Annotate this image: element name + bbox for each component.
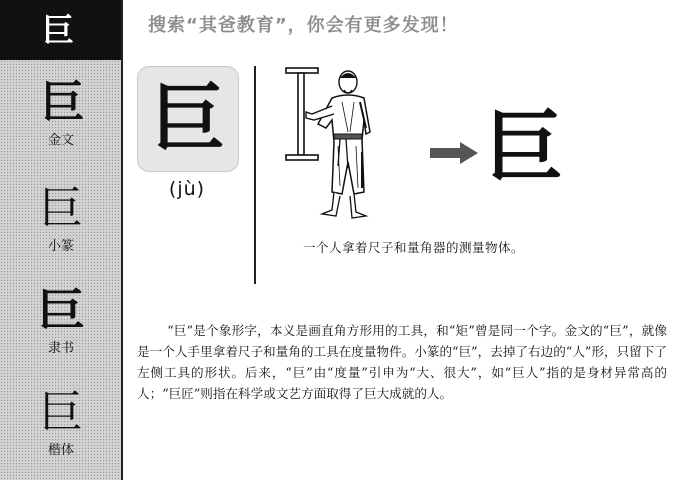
kaiti-label: 楷体 bbox=[47, 443, 74, 458]
script-item-lishu bbox=[18, 286, 104, 358]
right-arrow-icon bbox=[430, 142, 478, 164]
kaiti-glyph: 巨 bbox=[39, 387, 83, 438]
jinwen-label: 金文 bbox=[47, 133, 74, 148]
man-with-measuring-tool-illustration bbox=[282, 62, 392, 227]
illustration-caption: 一个人拿着尺子和量角器的测量物体。 bbox=[303, 240, 525, 255]
ancient-form-character: 巨 bbox=[485, 102, 558, 193]
sidebar-header bbox=[0, 0, 121, 60]
lishu-label: 隶书 bbox=[47, 341, 74, 356]
vertical-divider bbox=[254, 66, 256, 284]
script-item-xiaozhuan bbox=[18, 184, 104, 256]
script-sidebar bbox=[0, 0, 121, 480]
character-card bbox=[137, 66, 239, 172]
script-item-jinwen bbox=[18, 78, 104, 150]
sidebar-header-character: 巨 bbox=[42, 11, 75, 49]
next-page-text-fragment bbox=[137, 470, 677, 480]
lishu-glyph: 巨 bbox=[36, 285, 86, 336]
script-item-kaiti bbox=[18, 388, 104, 460]
xiaozhuan-label: 小篆 bbox=[47, 239, 74, 254]
sidebar-divider bbox=[121, 0, 123, 480]
main-character: 巨 bbox=[151, 76, 225, 162]
pinyin-label: (jù) bbox=[168, 178, 206, 200]
promo-banner: 搜索“其爸教育”，你会有更多发现！ bbox=[148, 15, 459, 36]
explanation-paragraph: “巨”是个象形字，本义是画直角方形用的工具，和“矩”曾是同一个字。金文的“巨”，就像是一个人手里拿着尺子和量角的工具在度量物件。小篆的“巨”，去掉了右边的“人”形，只留下了左侧工具的形状。后来，“巨”由“度量”引申为“大、很大”，如“巨人”指的是身材异常高的人；“巨匠”则指在科学或文艺方面取得了巨大成就的人。 bbox=[137, 323, 667, 401]
jinwen-glyph: 巨 bbox=[40, 77, 82, 128]
xiaozhuan-glyph: 巨 bbox=[39, 183, 83, 234]
